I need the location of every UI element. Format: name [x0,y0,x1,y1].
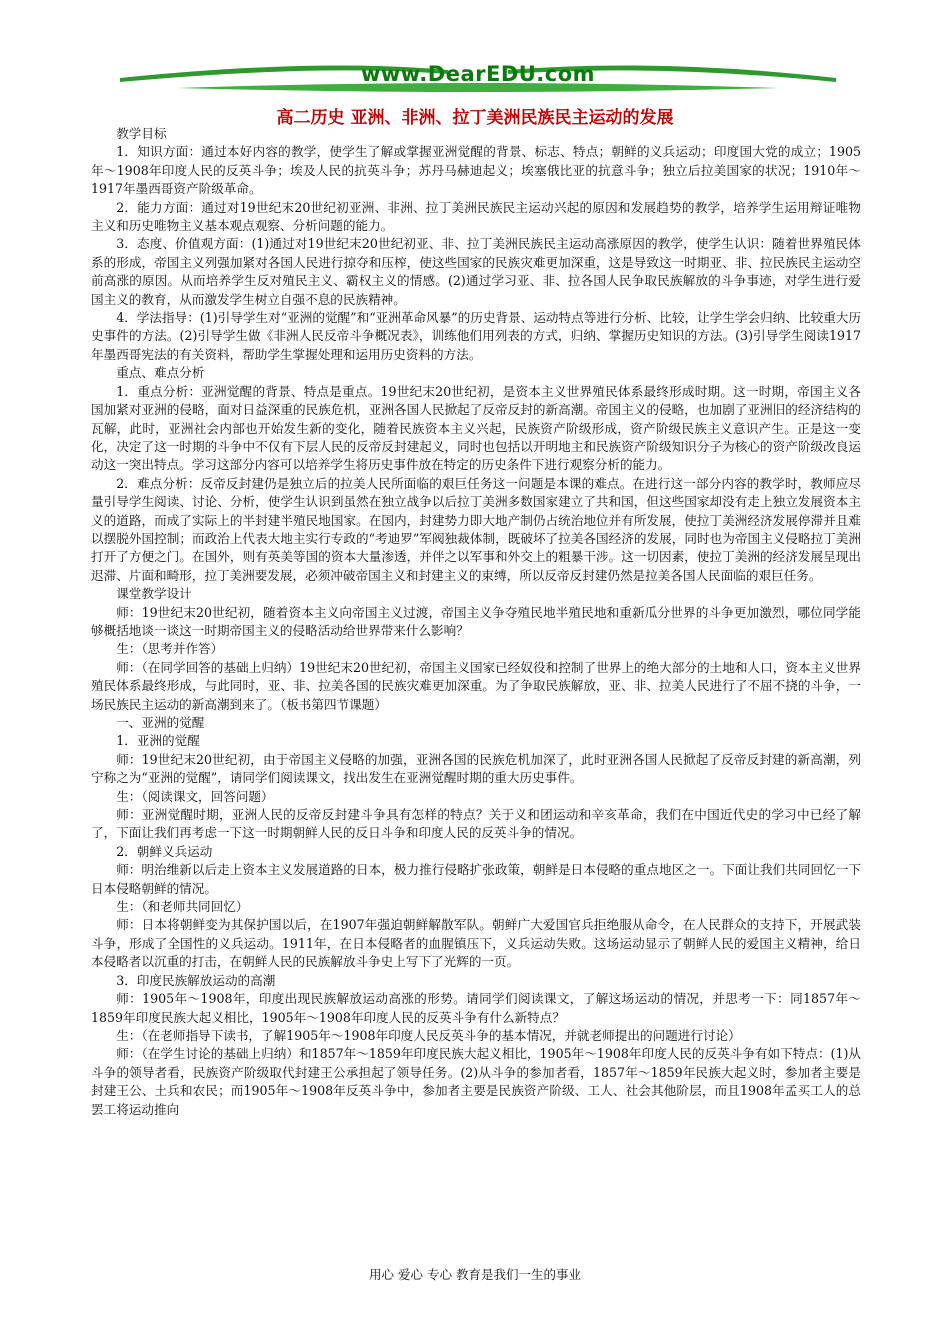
paragraph: 师：（在同学回答的基础上归纳）19世纪末20世纪初，帝国主义国家已经奴役和控制了世界上的绝大部分的土地和人口，资本主义世界殖民体系最终形成，与此同时，亚、非、拉美各国的民族灾难更加深重。为了争取民族解放，亚、非、拉美人民进行了不屈不挠的斗争，一场民族民主运动的新高潮到来了。（板书第四节课题） [91,659,861,712]
subsection-heading: 1．亚洲的觉醒 [116,733,200,749]
paragraph: 1．重点分析：亚洲觉醒的背景、特点是重点。19世纪末20世纪初，是资本主义世界殖民体系最终形成时期。这一时期，帝国主义各国加紧对亚洲的侵略，面对日益深重的民族危机，亚洲各国人民掀起了反帝反封的新高潮。帝国主义的侵略，也加剧了亚洲旧的经济结构的瓦解，此时，亚洲社会内部也开始发生新的变化，随着民族资本主义兴起，民族资产阶级形成，资产阶级民族主义意识产生。正是这一变化，决定了这一时期的斗争中不仅有下层人民的反帝反封建起义，同时也包括以开明地主和民族资产阶级知识分子为核心的资产阶级改良运动这一突出特点。学习这部分内容可以培养学生将历史事件放在特定的历史条件下进行观察分析的能力。 [91,383,861,473]
paragraph: 4．学法指导：(1)引导学生对“亚洲的觉醒”和“亚洲革命风暴”的历史背景、运动特点等进行分析、比较，让学生学会归纳、比较重大历史事件的方法。(2)引导学生做《非洲人民反帝斗争概况表》，训练他们用列表的方式，归纳、掌握历史知识的方法。(3)引导学生阅读1917年墨西哥宪法的有关资料，帮助学生掌握处理和运用历史资料的方法。 [91,310,861,362]
section-heading: 重点、难点分析 [116,365,205,381]
paragraph: 生：（在老师指导下读书，了解1905年～1908年印度人民反英斗争的基本情况，并就老师提出的问题进行讨论） [116,1027,741,1043]
paragraph: 1．知识方面：通过本好内容的教学，使学生了解或掌握亚洲觉醒的背景、标志、特点；朝鲜的义兵运动；印度国大党的成立；1905年～1908年印度人民的反英斗争；埃及人民的抗英斗争；苏丹马赫迪起义；埃塞俄比亚的抗意斗争；独立后拉美国家的状况；1910年～1917年墨西哥资产阶级革命。 [91,144,861,197]
section-heading: 课堂教学设计 [116,586,192,602]
document-body [91,125,861,1119]
subsection-heading: 3．印度民族解放运动的高潮 [116,972,276,988]
section-heading: 一、亚洲的觉醒 [116,715,205,730]
paragraph: 生：（阅读课文，回答问题） [116,788,274,804]
paragraph: 师：日本将朝鲜变为其保护国以后，在1907年强迫朝鲜解散军队。朝鲜广大爱国官兵拒绝服从命令，在人民群众的支持下，开展武装斗争，形成了全国性的义兵运动。1911年，在日本侵略者的血腥镇压下，义兵运动失败。这场运动显示了朝鲜人民的爱国主义精神，给日本侵略者以沉重的打击，在朝鲜人民的民族解放斗争史上写下了光辉的一页。 [91,917,861,970]
subsection-heading: 2．朝鲜义兵运动 [116,843,213,859]
site-brand[interactable]: www.DearEDU.com [360,62,596,86]
page-footer: 用心 爱心 专心 教育是我们一生的事业 [369,1267,581,1282]
paragraph: 师：19世纪末20世纪初，由于帝国主义侵略的加强，亚洲各国的民族危机加深了，此时亚洲各国人民掀起了反帝反封建的新高潮，列宁称之为“亚洲的觉醒”，请同学们阅读课文，找出发生在亚洲觉醒时期的重大历史事件。 [91,751,861,786]
site-header [118,56,838,100]
paragraph: 师：19世纪末20世纪初，随着资本主义向帝国主义过渡，帝国主义争夺殖民地半殖民地和重新瓜分世界的斗争更加激烈，哪位同学能够概括地谈一谈这一时期帝国主义的侵略活动给世界带来什么影响？ [91,604,861,638]
paragraph: 师：1905年～1908年，印度出现民族解放运动高涨的形势。请同学们阅读课文，了解这场运动的情况，并思考一下：同1857年～1859年印度民族大起义相比，1905年～1908年印度人民的反英斗争有什么新特点？ [91,991,861,1025]
paragraph: 生：（思考并作答） [116,641,224,657]
section-heading: 教学目标 [116,126,167,141]
paragraph: 生：（和老师共同回忆） [116,899,249,915]
paragraph: 师：（在学生讨论的基础上归纳）和1857年～1859年印度民族大起义相比，1905年～1908年印度人民的反英斗争有如下特点：(1)从斗争的领导者看，民族资产阶级取代封建王公承担起了领导任务。(2)从斗争的参加者看，1857年～1859年民族大起义时，参加者主要是封建王公、土兵和农民；而1905年～1908年反英斗争中，参加者主要是民族资产阶级、工人、社会其他阶层，而且1908年孟买工人的总罢工将运动推向 [91,1046,861,1117]
paragraph: 师：亚洲觉醒时期，亚洲人民的反帝反封建斗争具有怎样的特点？关于义和团运动和辛亥革命，我们在中国近代史的学习中已经了解了，下面让我们再考虑一下这一时期朝鲜人民的反日斗争和印度人民的反英斗争的情况。 [91,807,861,841]
page-title: 高二历史 亚洲、非洲、拉丁美洲民族民主运动的发展 [276,108,674,128]
paragraph: 2．能力方面：通过对19世纪末20世纪初亚洲、非洲、拉丁美洲民族民主运动兴起的原因和发展趋势的教学，培养学生运用辩证唯物主义和历史唯物主义基本观点观察、分析问题的能力。 [91,199,861,234]
paragraph: 2．难点分析：反帝反封建仍是独立后的拉美人民所面临的艰巨任务这一问题是本课的难点。在进行这一部分内容的教学时，教师应尽量引导学生阅读、讨论、分析，使学生认识到虽然在独立战争以后拉丁美洲多数国家建立了共和国，但这些国家却没有走上独立发展资本主义的道路，而成了实际上的半封建半殖民地国家。在国内，封建势力即大地产制仍占统治地位并有所发展，使拉丁美洲经济发展停滞并且难以摆脱外国控制；而政治上代表大地主实行专政的“考迪罗”军阀独裁体制，既破坏了拉美各国经济的发展，同时也为帝国主义侵略拉丁美洲打开了方便之门。在国外，则有英美等国的资本大量渗透，并伴之以军事和外交上的粗暴干涉。这一切因素，使拉丁美洲的经济发展呈现出迟滞、片面和畸形，拉丁美洲要发展，必须冲破帝国主义和封建主义的束缚，所以反帝反封建仍然是拉美各国人民面临的艰巨任务。 [91,475,861,583]
paragraph: 3．态度、价值观方面：(1)通过对19世纪末20世纪初亚、非、拉丁美洲民族民主运动高涨原因的教学，使学生认识：随着世界殖民体系的形成，帝国主义列强加紧对各国人民进行掠夺和压榨，使这些国家的民族灾难更加深重，这是导致这一时期亚、非、拉民族民主运动空前高涨的原因。从而培养学生反对殖民主义、霸权主义的情感。(2)通过学习亚、非、拉各国人民争取民族解放的斗争事迹，对学生进行爱国主义的教育，从而激发学生树立自强不息的民族精神。 [91,236,861,307]
paragraph: 师：明治维新以后走上资本主义发展道路的日本，极力推行侵略扩张政策，朝鲜是日本侵略的重点地区之一。下面让我们共同回忆一下日本侵略朝鲜的情况。 [91,862,861,896]
